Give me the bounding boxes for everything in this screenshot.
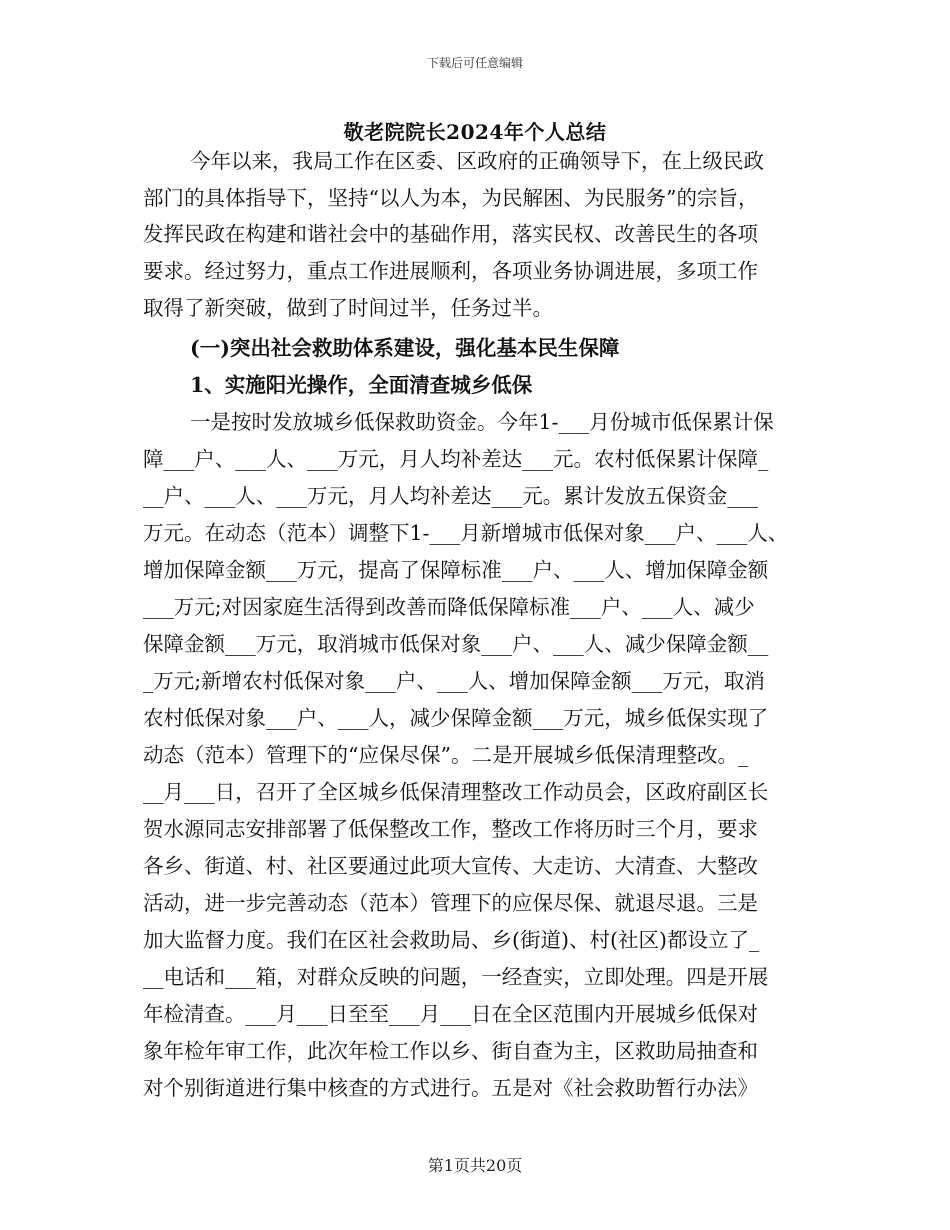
section-heading: (一)突出社会救助体系建设，强化基本民生保障 <box>190 336 620 360</box>
body-line: 增加保障金额___万元，提高了保障标准___户、___人、增加保障金额 <box>143 558 769 582</box>
body-line: 今年以来，我局工作在区委、区政府的正确领导下，在上级民政 <box>190 149 764 173</box>
document-title: 敬老院院长2024年个人总结 <box>343 120 607 144</box>
body-line: __电话和___箱，对群众反映的问题，一经查实，立即处理。四是开展 <box>143 965 769 989</box>
body-line: 对个别街道进行集中核查的方式进行。五是对《社会救助暂行办法》 <box>143 1076 758 1100</box>
body-line: 贺水源同志安排部署了低保整改工作，整改工作将历时三个月，要求 <box>143 817 758 841</box>
body-line: 要求。经过努力，重点工作进展顺利，各项业务协调进展，多项工作 <box>143 259 758 283</box>
body-line: 一是按时发放城乡低保救助资金。今年1-___月份城市低保累计保 <box>190 410 774 434</box>
body-line: 发挥民政在构建和谐社会中的基础作用，落实民权、改善民生的各项 <box>143 222 758 246</box>
body-line: __月___日，召开了全区城乡低保清理整改工作动员会，区政府副区长 <box>143 780 769 804</box>
body-line: 农村低保对象___户、___人，减少保障金额___万元，城乡低保实现了 <box>143 706 769 730</box>
body-line: 加大监督力度。我们在区社会救助局、乡(街道)、村(社区)都设立了_ <box>143 928 760 952</box>
body-line: 部门的具体指导下，坚持“以人为本，为民解困、为民服务”的宗旨， <box>143 186 759 210</box>
body-line: 象年检年审工作，此次年检工作以乡、街自查为主，区救助局抽查和 <box>143 1039 758 1063</box>
body-line: 障___户、___人、___万元，月人均补差达___元。农村低保累计保障_ <box>143 447 769 471</box>
body-line: 保障金额___万元，取消城市低保对象___户、___人、减少保障金额__ <box>143 632 769 656</box>
header-note: 下载后可任意编辑 <box>426 56 523 70</box>
body-line: 万元。在动态（范本）调整下1-___月新增城市低保对象___户、___人、 <box>143 521 789 545</box>
body-line: _万元;新增农村低保对象___户、___人、增加保障金额___万元，取消 <box>143 669 765 693</box>
body-line: 各乡、街道、村、社区要通过此项大宣传、大走访、大清查、大整改 <box>143 854 758 878</box>
body-line: __户、___人、___万元，月人均补差达___元。累计发放五保资金___ <box>143 484 758 508</box>
body-line: ___万元;对因家庭生活得到改善而降低保障标准___户、___人、减少 <box>143 595 755 619</box>
body-line: 活动，进一步完善动态（范本）管理下的应保尽保、就退尽退。三是 <box>143 891 758 915</box>
body-line: 动态（范本）管理下的“应保尽保”。二是开展城乡低保清理整改。_ <box>143 743 749 767</box>
body-line: 取得了新突破，做到了时间过半，任务过半。 <box>143 296 553 320</box>
subsection-heading: 1、实施阳光操作，全面清查城乡低保 <box>190 373 533 397</box>
page-footer: 第1页共20页 <box>427 1156 523 1175</box>
body-line: 年检清查。___月___日至至___月___日在全区范围内开展城乡低保对 <box>143 1002 758 1026</box>
